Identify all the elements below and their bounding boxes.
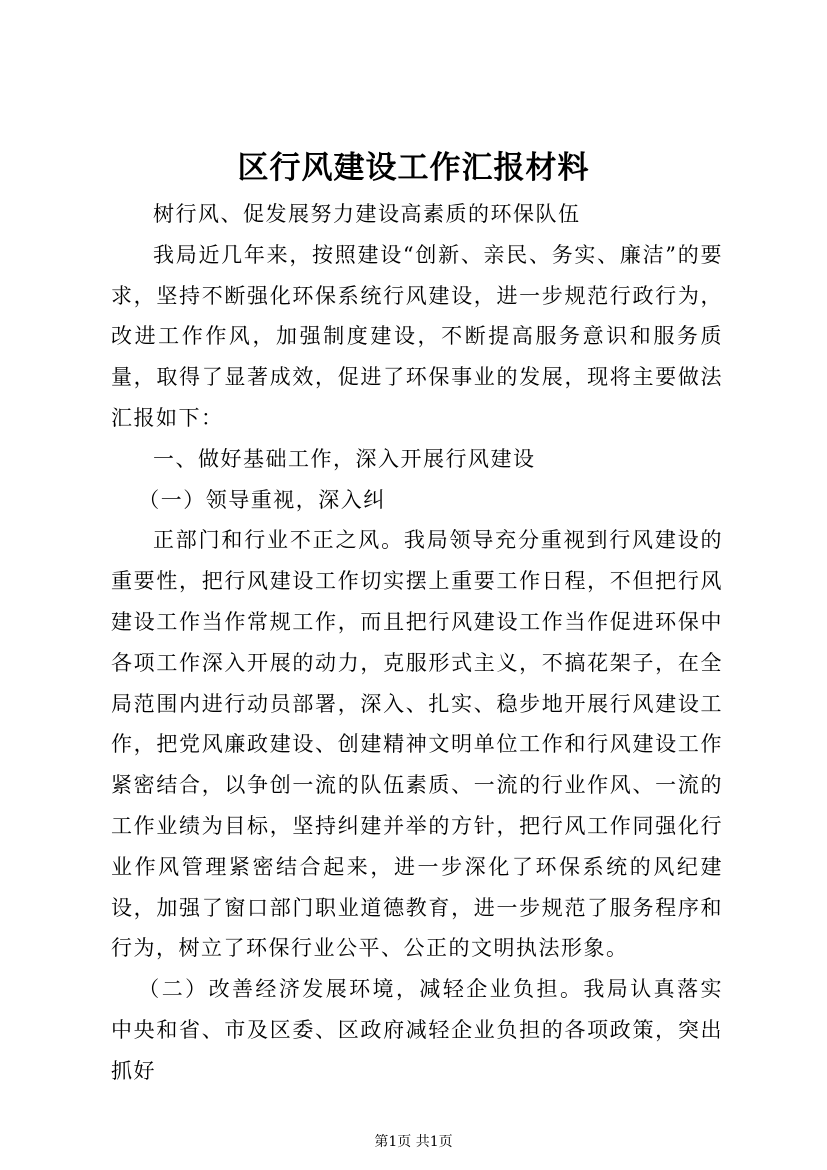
subtitle-paragraph: 树行风、促发展努力建设高素质的环保队伍 [153,202,581,226]
body-paragraph-2: （二）改善经济发展环境，减轻企业负担。我局认真落实中央和省、市及区委、区政府减轻企业负担的各项政策，突出抓好 [111,977,723,1083]
document-title: 区行风建设工作汇报材料 [237,150,590,186]
section-heading-1: 一、做好基础工作，深入开展行风建设 [153,446,536,471]
page-footer: 第1页 共1页 [374,1134,453,1150]
body-paragraph-1: 正部门和行业不正之风。我局领导充分重视到行风建设的重要性，把行风建设工作切实摆上重要工作日程，不但把行风建设工作当作常规工作，而且把行风建设工作当作促进环保中各项工作深入开展的动力，克服形式主义，不搞花架子，在全局范围内进行动员部署，深入、扎实、稳步地开展行风建设工作，把党风廉政建设、创建精神文明单位工作和行风建设工作紧密结合，以争创一流的队伍素质、一流的行业作风、一流的工作业绩为目标，坚持纠建并举的方针，把行风工作同强化行业作风管理紧密结合起来，进一步深化了环保系统的风纪建设，加强了窗口部门职业道德教育，进一步规范了服务程序和行为，树立了环保行业公平、公正的文明执法形象。 [111,528,723,961]
subsection-heading-1: （一）领导重视，深入纠 [138,487,386,512]
intro-paragraph: 我局近几年来，按照建设“创新、亲民、务实、廉洁”的要求，坚持不断强化环保系统行风建设，进一步规范行政行为，改进工作作风，加强制度建设，不断提高服务意识和服务质量，取得了显著成效，促进了环保事业的发展，现将主要做法汇报如下： [111,242,723,430]
document-body [111,194,723,1092]
